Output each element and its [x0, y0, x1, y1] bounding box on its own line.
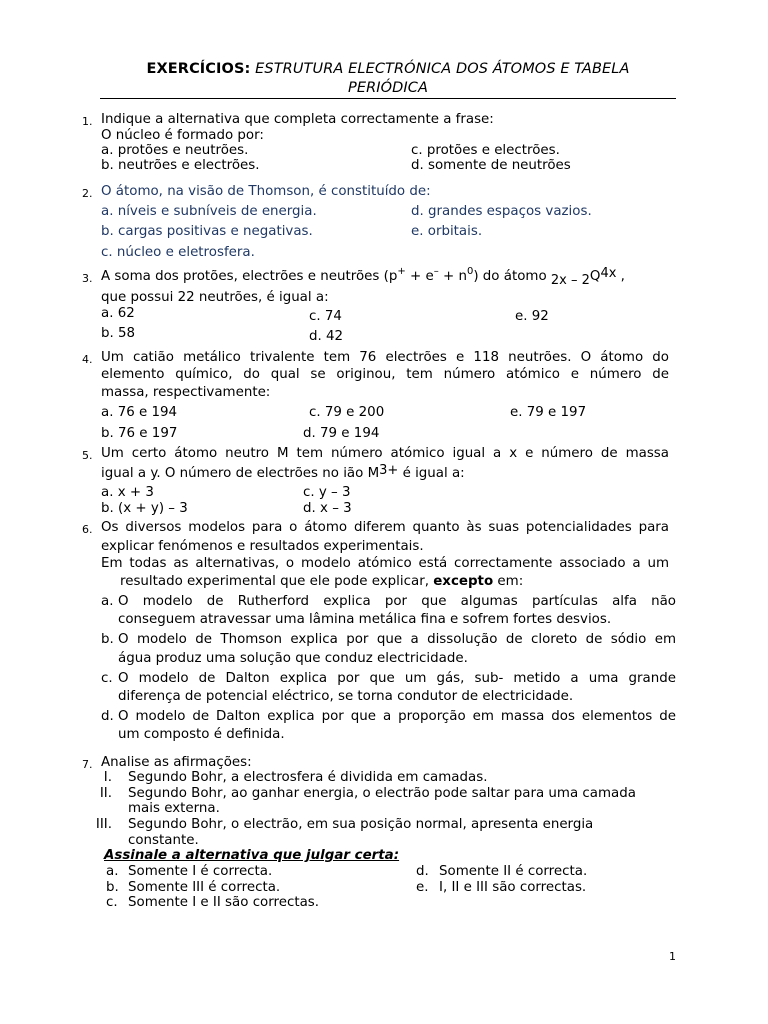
ion-charge-superscript: 3+	[379, 463, 399, 478]
q6-stem-text: resultado experimental que ele pode explicar,	[120, 574, 434, 589]
q1-option-a: a. protões e neutrões.	[101, 143, 249, 158]
proton-charge-superscript: +	[397, 266, 406, 277]
q6-number: 6.	[82, 523, 93, 536]
q6-stem-line-2: explicar fenómenos e resultados experimentais.	[101, 539, 424, 554]
q7-statement-i-label: I.	[103, 770, 112, 785]
q2-option-c: c. núcleo e eletrosfera.	[101, 245, 255, 260]
q7-option-e: I, II e III são correctas.	[439, 880, 587, 895]
q1-option-c: c. protões e electrões.	[411, 143, 560, 158]
q1-stem-line-2: O núcleo é formado por:	[101, 128, 264, 143]
q3-option-b: b. 58	[101, 326, 136, 341]
q3-stem-text: + e	[405, 269, 434, 284]
q6-option-d-line-2: um composto é definida.	[118, 727, 285, 742]
q7-statement-ii-label: II.	[99, 786, 112, 801]
q7-option-d-label: d.	[416, 864, 429, 879]
q4-stem-line-2: elemento químico, do qual se originou, tem número atómico e número de	[101, 367, 669, 382]
q7-option-a-label: a.	[106, 864, 119, 879]
excepto-emphasis: excepto	[433, 574, 494, 589]
q7-statement-iii-line-1: Segundo Bohr, o electrão, em sua posição normal, apresenta energia	[128, 817, 594, 832]
title-bold: EXERCÍCIOS:	[146, 61, 251, 77]
q7-statement-ii-line-1: Segundo Bohr, ao ganhar energia, o electrão pode saltar para uma camada	[128, 786, 636, 801]
q7-option-c-label: c.	[106, 895, 118, 910]
q3-stem-line-1	[101, 266, 625, 288]
q2-stem: O átomo, na visão de Thomson, é constituído de:	[101, 184, 431, 199]
q7-option-d: Somente II é correcta.	[439, 864, 588, 879]
title-underline	[100, 98, 676, 99]
q4-option-d: d. 79 e 194	[303, 426, 380, 441]
neutron-charge-superscript: 0	[466, 266, 474, 277]
q3-stem-text: ,	[616, 269, 625, 284]
q4-stem-line-1: Um catião metálico trivalente tem 76 electrões e 118 neutrões. O átomo do	[101, 350, 669, 365]
q7-statement-i: Segundo Bohr, a electrosfera é dividida em camadas.	[128, 770, 488, 785]
q2-number: 2.	[82, 187, 93, 200]
q5-stem-line-1: Um certo átomo neutro M tem número atómico igual a x e número de massa	[101, 446, 669, 461]
q5-option-b: b. (x + y) – 3	[101, 501, 188, 516]
q6-stem-text: em:	[493, 574, 524, 589]
q6-option-b-label: b.	[101, 632, 114, 647]
q6-option-d-line-1: O modelo de Dalton explica por que a proporção em massa dos elementos de	[118, 709, 676, 724]
page-number: 1	[669, 950, 676, 963]
q3-option-a: a. 62	[101, 306, 135, 321]
q1-stem-line-1: Indique a alternativa que completa correctamente a frase:	[101, 112, 494, 127]
atomic-number-subscript: 2x – 2	[550, 273, 590, 288]
q6-option-b-line-2: água produz uma solução que conduz electricidade.	[118, 651, 468, 666]
q6-option-b-line-1: O modelo de Thomson explica por que a dissolução de cloreto de sódio em	[118, 632, 676, 647]
q1-option-b: b. neutrões e electrões.	[101, 158, 260, 173]
q3-option-e: e. 92	[515, 309, 549, 324]
q3-stem-text: + n	[438, 269, 467, 284]
q4-option-e: e. 79 e 197	[510, 405, 587, 420]
q2-option-e: e. orbitais.	[411, 224, 483, 239]
q5-option-c: c. y – 3	[303, 485, 351, 500]
q3-option-d: d. 42	[309, 329, 344, 344]
q6-option-a-line-2: conseguem atravessar uma lâmina metálica fina e sofrem fortes desvios.	[118, 612, 612, 627]
q6-option-a-line-1: O modelo de Rutherford explica por que algumas partículas alfa não	[118, 594, 676, 609]
element-symbol-q: Q	[589, 269, 601, 284]
q7-option-b: Somente III é correcta.	[128, 880, 281, 895]
q7-option-c: Somente I e II são correctas.	[128, 895, 320, 910]
q5-stem-line-2	[101, 463, 465, 482]
q6-stem-line-4	[120, 574, 523, 590]
q7-instruction: Assinale a alternativa que julgar certa:	[104, 848, 400, 863]
q1-option-d: d. somente de neutrões	[411, 158, 571, 173]
q3-stem-text: A soma dos protões, electrões e neutrões (p	[101, 269, 398, 284]
title-italic-line-1: ESTRUTURA ELECTRÓNICA DOS ÁTOMOS E TABELA	[255, 61, 630, 77]
q6-stem-line-3: Em todas as alternativas, o modelo atómico está correctamente associado a um	[101, 556, 669, 571]
q7-statement-iii-line-2: constante.	[128, 833, 199, 848]
q3-option-c: c. 74	[309, 309, 342, 324]
q6-option-c-label: c.	[101, 671, 113, 686]
q3-stem-text: ) do átomo	[473, 269, 551, 284]
q6-stem-line-1: Os diversos modelos para o átomo diferem quanto às suas potencialidades para	[101, 520, 669, 535]
q1-number: 1.	[82, 115, 93, 128]
q4-option-a: a. 76 e 194	[101, 405, 178, 420]
q7-stem: Analise as afirmações:	[101, 755, 252, 770]
q5-option-d: d. x – 3	[303, 501, 352, 516]
q2-option-d: d. grandes espaços vazios.	[411, 204, 592, 219]
q6-option-c-line-2: diferença de potencial eléctrico, se torna condutor de electricidade.	[118, 689, 574, 704]
q4-option-b: b. 76 e 197	[101, 426, 178, 441]
q6-option-a-label: a.	[101, 594, 114, 609]
page-title	[100, 60, 676, 98]
q6-option-d-label: d.	[101, 709, 114, 724]
q7-option-e-label: e.	[416, 880, 429, 895]
q7-statement-iii-label: III.	[95, 817, 112, 832]
electron-charge-superscript: –	[433, 266, 439, 277]
q5-stem-text: é igual a:	[398, 466, 465, 481]
q5-stem-text: igual a y. O número de electrões no ião M	[101, 466, 380, 481]
q7-statement-ii-line-2: mais externa.	[128, 801, 220, 816]
q3-stem-line-2: que possui 22 neutrões, é igual a:	[101, 290, 329, 305]
q7-option-b-label: b.	[106, 880, 119, 895]
q3-number: 3.	[82, 272, 93, 285]
title-italic-line-2: PERIÓDICA	[347, 80, 429, 96]
q7-number: 7.	[82, 758, 93, 771]
q6-option-c-line-1: O modelo de Dalton explica por que um gás, sub- metido a uma grande	[118, 671, 676, 686]
q2-option-a: a. níveis e subníveis de energia.	[101, 204, 317, 219]
q4-option-c: c. 79 e 200	[309, 405, 385, 420]
q2-option-b: b. cargas positivas e negativas.	[101, 224, 313, 239]
q5-option-a: a. x + 3	[101, 485, 154, 500]
q5-number: 5.	[82, 449, 93, 462]
q7-option-a: Somente I é correcta.	[128, 864, 273, 879]
q4-number: 4.	[82, 353, 93, 366]
mass-number-superscript: 4x	[600, 266, 617, 281]
q4-stem-line-3: massa, respectivamente:	[101, 385, 271, 400]
